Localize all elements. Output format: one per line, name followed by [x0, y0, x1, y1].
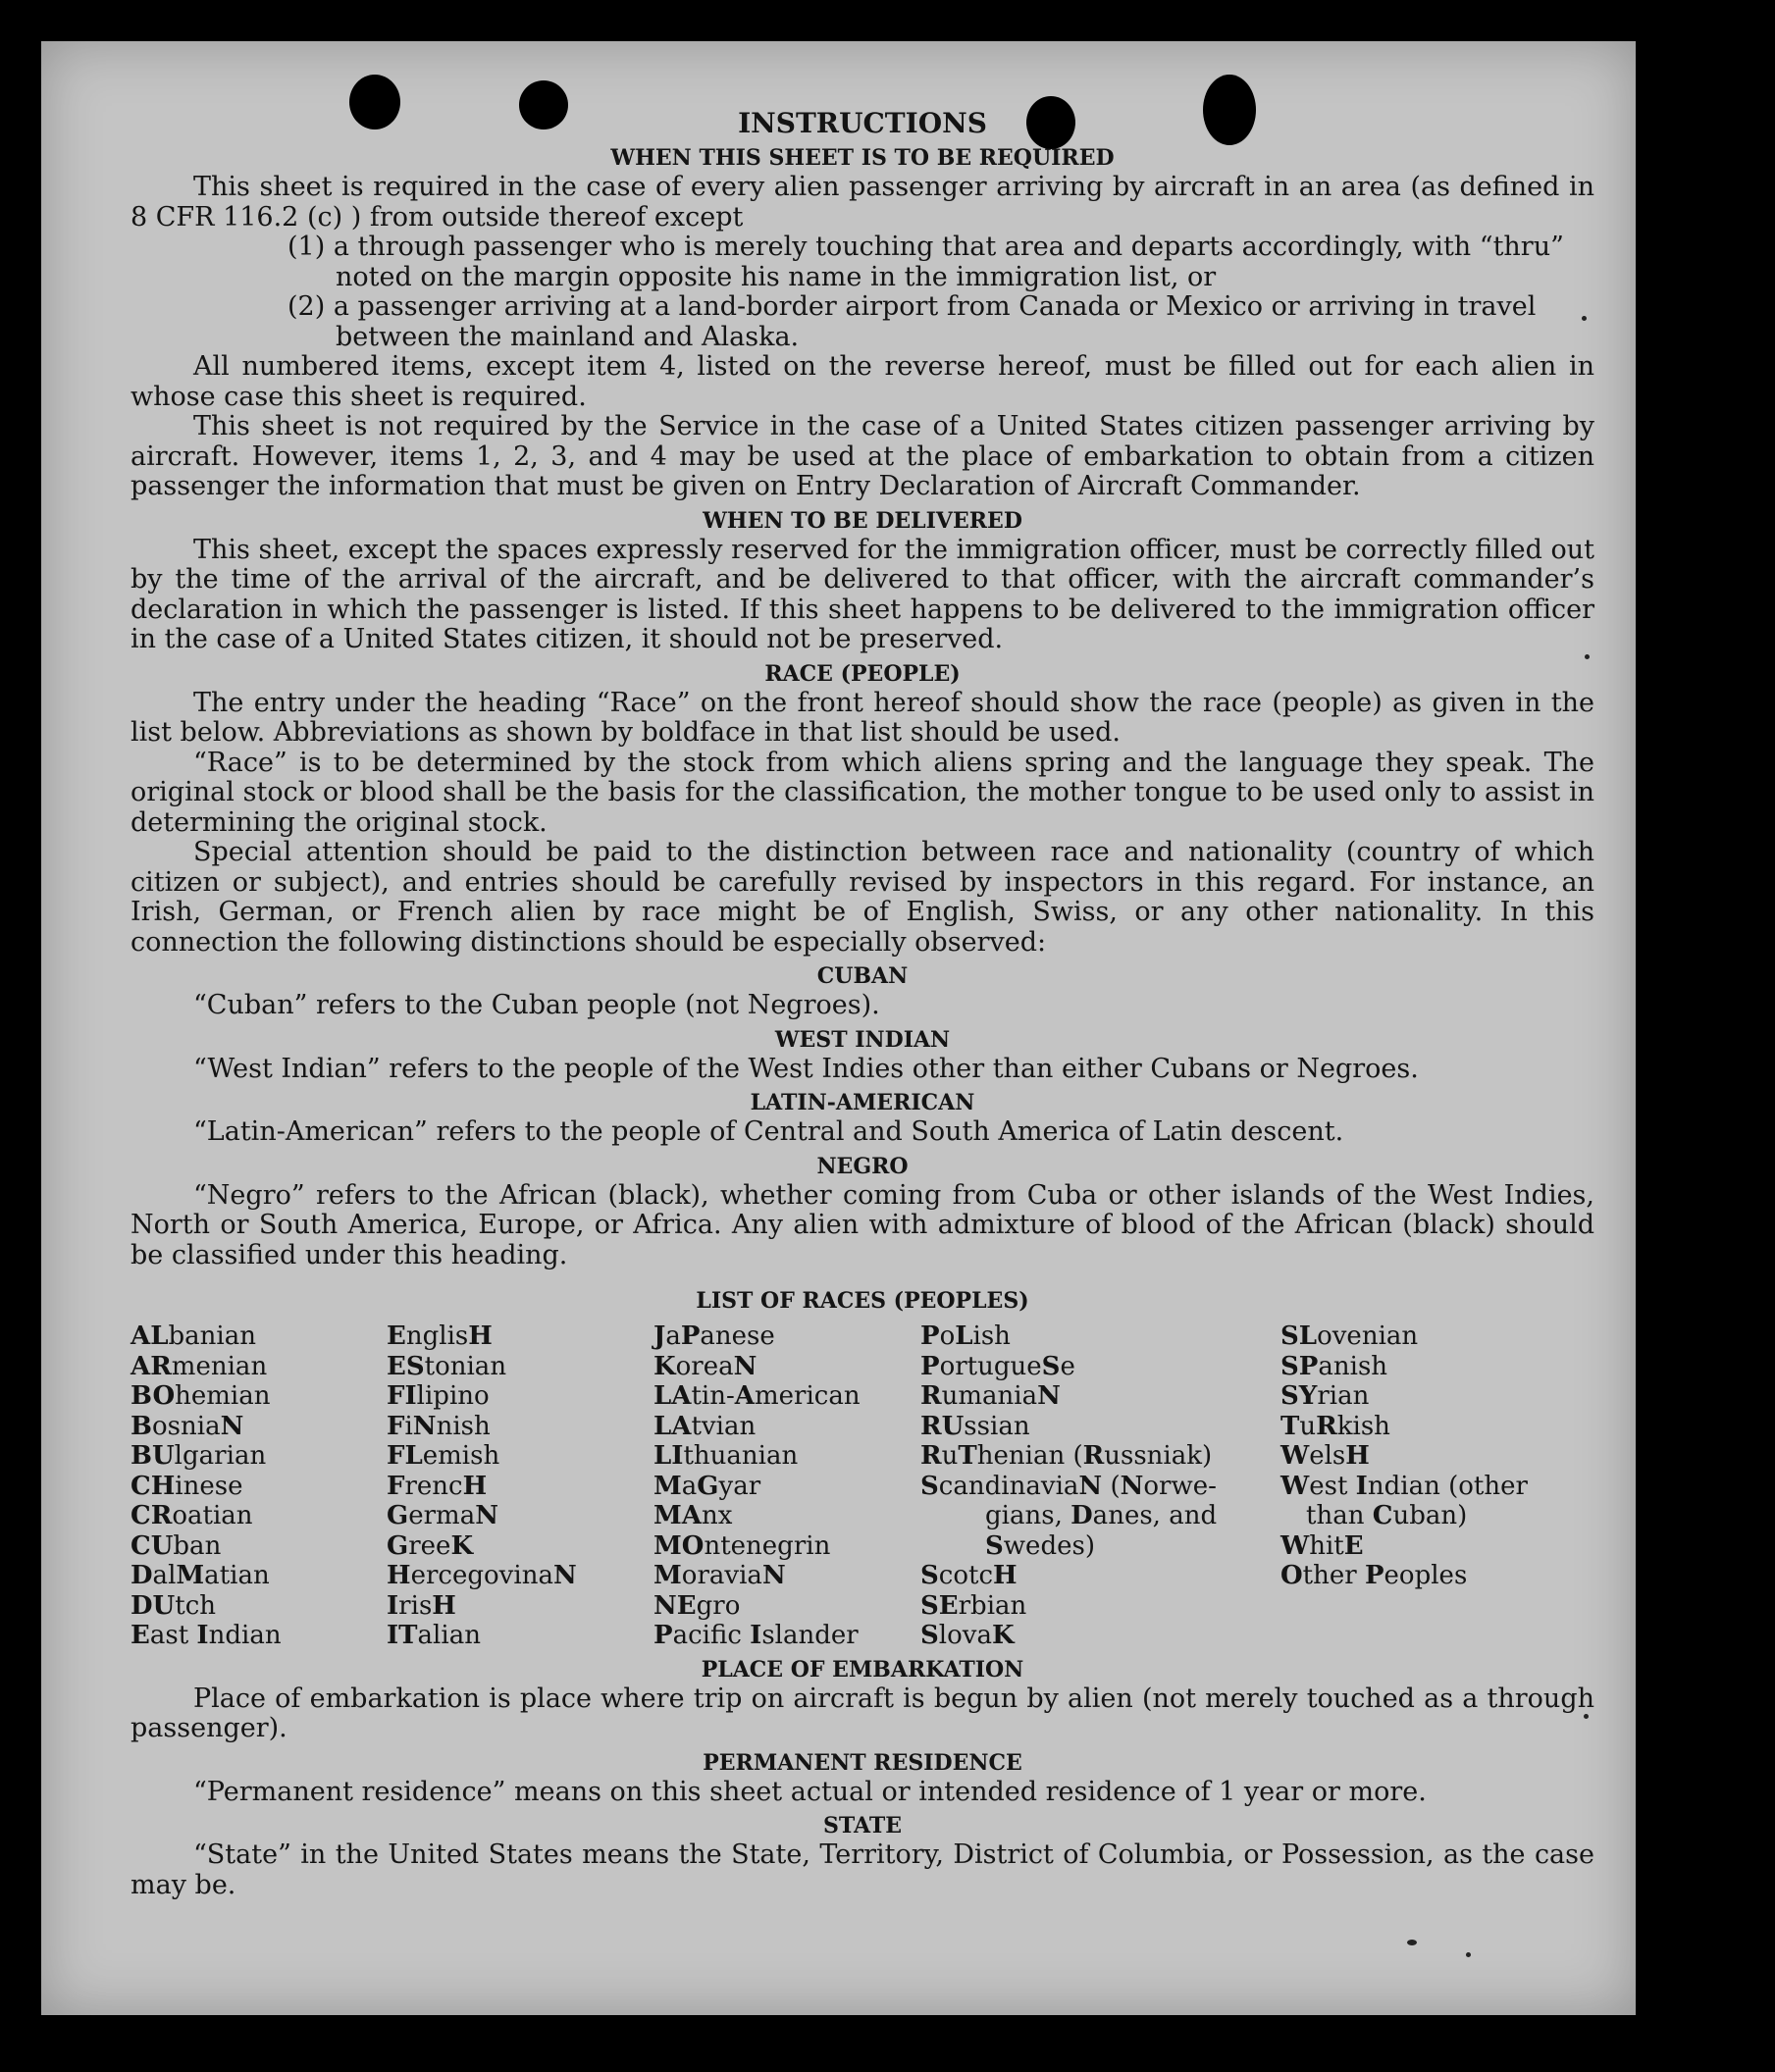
paragraph: This sheet, except the spaces expressly reserved for the immigration officer, must be correctly filled out by the time of the arrival of the aircraft, and be delivered to that officer, with the aircraft commander’s declaration in which the passenger is listed. If this sheet happens to be delivered to the immigration officer in the case of a United States citizen, it should not be preserved. — [131, 534, 1594, 654]
race-item: KoreaN — [653, 1351, 757, 1381]
section-heading-west-indian: WEST INDIAN — [774, 1026, 951, 1053]
paragraph: Special attention should be paid to the distinction between race and nationality (country of which citizen or subject), and entries should be carefully revised by inspectors in this regard. For instance, an Irish, German, or French alien by race might be of English, Swiss, or any other nationality. In this connection the following distinctions should be especially observed: — [131, 837, 1594, 958]
race-item: EStonian — [387, 1351, 507, 1381]
race-item: PoLish — [920, 1321, 1011, 1351]
page-title: INSTRUCTIONS — [738, 107, 987, 139]
race-item: FrencH — [387, 1471, 488, 1501]
section-heading-negro: NEGRO — [816, 1153, 909, 1179]
race-item: WhitE — [1280, 1530, 1364, 1561]
race-item-continued: than Cuban) — [1306, 1501, 1468, 1530]
race-item: CRoatian — [131, 1501, 253, 1530]
paragraph: This sheet is required in the case of every alien passenger arriving by aircraft in an area (as defined in 8 CFR 116.2 (c) ) from outside thereof except — [131, 172, 1594, 233]
race-item: MOntenegrin — [653, 1530, 831, 1561]
race-item: BUlgarian — [131, 1441, 267, 1471]
race-item: West Indian (other — [1280, 1471, 1528, 1501]
race-item: ScotcH — [920, 1561, 1018, 1590]
race-item: SYrian — [1280, 1381, 1370, 1411]
section-heading-when-required: WHEN THIS SHEET IS TO BE REQUIRED — [610, 145, 1115, 171]
race-item: NEgro — [653, 1590, 741, 1621]
race-item: MAnx — [653, 1501, 733, 1530]
race-item: BosniaN — [131, 1411, 244, 1441]
race-item: MoraviaN — [653, 1561, 786, 1590]
race-item: SLovenian — [1280, 1321, 1419, 1351]
paragraph: “West Indian” refers to the people of the West Indies other than either Cubans or Negroes. — [193, 1053, 1419, 1084]
race-item: ITalian — [387, 1621, 481, 1650]
race-item: ScandinaviaN (Norwe- — [920, 1471, 1217, 1501]
race-list — [131, 1321, 1594, 1651]
race-item: SlovaK — [920, 1621, 1015, 1650]
race-item: IrisH — [387, 1590, 456, 1621]
race-item: EnglisH — [387, 1321, 493, 1351]
race-item: MaGyar — [653, 1471, 761, 1501]
speck — [1407, 1940, 1417, 1945]
race-item: WelsH — [1280, 1441, 1370, 1471]
paragraph: This sheet is not required by the Service in the case of a United States citizen passenger arriving by aircraft. However, items 1, 2, 3, and 4 may be used at the place of embarkation to obtain from a citizen passenger the information that must be given on Entry Declaration of Aircraft Commander. — [131, 411, 1594, 501]
section-heading-list-of-races: LIST OF RACES (PEOPLES) — [696, 1288, 1029, 1314]
document-sheet — [41, 41, 1636, 2015]
race-column — [131, 1321, 387, 1651]
race-item: Other Peoples — [1280, 1561, 1468, 1590]
race-column — [653, 1321, 920, 1651]
numbered-item: (2) a passenger arriving at a land-border airport from Canada or Mexico or arriving in travel between the mainland and Alaska. — [287, 291, 1537, 352]
race-column — [387, 1321, 653, 1651]
paragraph: Place of embarkation is place where trip on aircraft is begun by alien (not merely touched as a through passenger). — [131, 1683, 1594, 1743]
race-item: PortugueSe — [920, 1351, 1075, 1381]
race-item: GermaN — [387, 1501, 498, 1530]
race-item: BOhemian — [131, 1381, 271, 1411]
section-heading-embarkation: PLACE OF EMBARKATION — [701, 1656, 1024, 1683]
section-heading-state: STATE — [822, 1813, 903, 1839]
paragraph: “Latin-American” refers to the people of Central and South America of Latin descent. — [193, 1116, 1344, 1147]
race-item: DUtch — [131, 1590, 216, 1621]
race-item: GreeK — [387, 1530, 474, 1561]
race-item: LIthuanian — [653, 1441, 799, 1471]
section-heading-cuban: CUBAN — [816, 963, 909, 989]
race-item-continued: Swedes) — [985, 1530, 1095, 1561]
race-item: ARmenian — [131, 1351, 268, 1381]
paragraph: “Cuban” refers to the Cuban people (not Negroes). — [193, 990, 880, 1020]
section-heading-when-delivered: WHEN TO BE DELIVERED — [703, 507, 1022, 534]
race-item: SErbian — [920, 1590, 1027, 1621]
paragraph: “Race” is to be determined by the stock from which aliens spring and the language they speak. The original stock or blood shall be the basis for the classification, the mother tongue to be used only to assist in determining the original stock. — [131, 747, 1594, 838]
race-column — [920, 1321, 1280, 1651]
paragraph: “Negro” refers to the African (black), whether coming from Cuba or other islands of the West Indies, North or South America, Europe, or Africa. Any alien with admixture of blood of the African (black) should be classified under this heading. — [131, 1179, 1594, 1270]
race-item: JaPanese — [653, 1321, 775, 1351]
race-item: FIlipino — [387, 1381, 490, 1411]
race-item: SPanish — [1280, 1351, 1388, 1381]
instructions-body — [131, 104, 1594, 1900]
race-item: FLemish — [387, 1441, 500, 1471]
race-column — [1280, 1321, 1575, 1651]
race-item-continued: gians, Danes, and — [985, 1501, 1218, 1530]
race-item: LAtin-American — [653, 1381, 861, 1411]
speck — [1466, 1952, 1471, 1957]
race-item: LAtvian — [653, 1411, 757, 1441]
paragraph: “Permanent residence” means on this sheet actual or intended residence of 1 year or more. — [193, 1776, 1427, 1807]
race-item: TuRkish — [1280, 1411, 1390, 1441]
paragraph: “State” in the United States means the State, Territory, District of Columbia, or Possession, as the case may be. — [131, 1839, 1594, 1900]
paragraph: The entry under the heading “Race” on the front hereof should show the race (people) as given in the list below. Abbreviations as shown by boldface in that list should be used. — [131, 687, 1594, 748]
paragraph: All numbered items, except item 4, listed on the reverse hereof, must be filled out for each alien in whose case this sheet is required. — [131, 351, 1594, 412]
race-item: HercegovinaN — [387, 1561, 577, 1590]
race-item: CUban — [131, 1530, 222, 1561]
race-item: RUssian — [920, 1411, 1030, 1441]
race-item: RuThenian (Russniak) — [920, 1441, 1213, 1471]
race-item: Pacifc Islander — [653, 1621, 859, 1650]
race-item: DalMatian — [131, 1561, 270, 1590]
section-heading-race: RACE (PEOPLE) — [764, 660, 961, 687]
race-item: FiNnish — [387, 1411, 491, 1441]
race-item: ALbanian — [131, 1321, 256, 1351]
race-item: East Indian — [131, 1621, 282, 1650]
race-item: RumaniaN — [920, 1381, 1061, 1411]
section-heading-latin-american: LATIN-AMERICAN — [750, 1090, 975, 1115]
numbered-item: (1) a through passenger who is merely touching that area and departs accordingly, with “thru” noted on the margin opposite his name in the immigration list, or — [287, 232, 1564, 292]
race-item: CHinese — [131, 1471, 243, 1501]
section-heading-permanent-residence: PERMANENT RESIDENCE — [703, 1749, 1022, 1776]
